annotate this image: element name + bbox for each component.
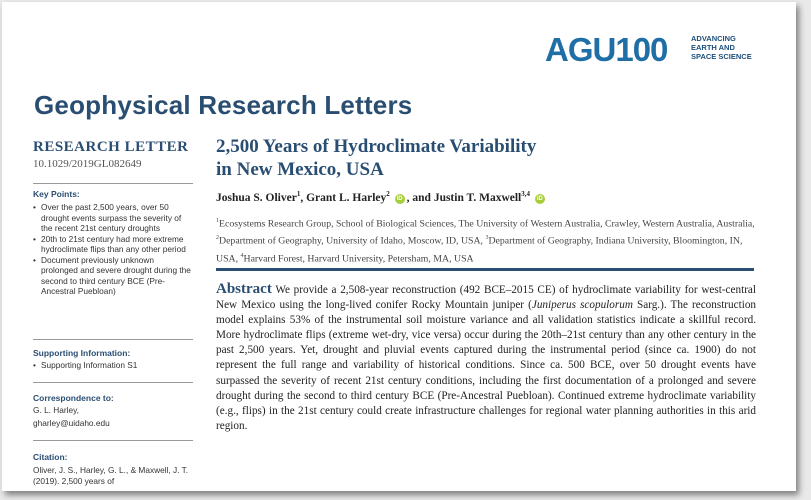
correspondence-name: G. L. Harley, bbox=[33, 405, 79, 415]
abstract-rule bbox=[216, 268, 754, 271]
citation-heading: Citation: bbox=[33, 452, 68, 462]
author-list: Joshua S. Oliver$^1$, Grant L. Harley$^2$ iD , and Justin T. Maxwell$^{3,4}$ iD bbox=[216, 190, 543, 204]
author-affil-sup: 2 bbox=[386, 190, 390, 198]
key-point: • Over the past 2,500 years, over 50 drought events surpass the severity of the recent 21st century droughts bbox=[33, 202, 193, 234]
key-point: • Document previously unknown prolonged and severe drought during the second to third century BCE (Pre-Ancestral Puebloan) bbox=[33, 255, 193, 297]
key-point: • 20th to 21st century had more extreme hydroclimate flips than any other period bbox=[33, 234, 193, 255]
correspondence-heading: Correspondence to: bbox=[33, 393, 114, 403]
orcid-icon[interactable]: iD bbox=[396, 195, 403, 202]
abstract-label: Abstract bbox=[216, 281, 272, 297]
abstract-text: We provide a 2,508-year reconstruction (492 BCE–2015 CE) of hydroclimate variability for west-central New Mexico using the long-lived conifer Rocky Mountain juniper ( bbox=[216, 284, 756, 312]
logo-tagline-line: ADVANCING bbox=[691, 34, 736, 43]
left-sidebar bbox=[33, 139, 193, 486]
doi: 10.1029/2019GL082649 bbox=[33, 158, 142, 170]
article-page bbox=[2, 2, 796, 491]
article-title bbox=[216, 135, 736, 181]
author-name: Grant L. Harley bbox=[306, 191, 387, 204]
affiliation: Harvard Forest, Harvard University, Petersham, MA, USA bbox=[243, 252, 474, 264]
article-type: RESEARCH LETTER bbox=[33, 139, 189, 155]
authors-and: and bbox=[412, 191, 431, 204]
correspondence-email[interactable]: gharley@uidaho.edu bbox=[33, 418, 110, 428]
logo-wordmark bbox=[545, 32, 667, 68]
author-name: Joshua S. Oliver bbox=[216, 191, 297, 204]
sidebar-divider bbox=[33, 339, 193, 340]
logo-agu: AGU bbox=[545, 31, 616, 68]
supporting-info-heading: Supporting Information: bbox=[33, 348, 131, 358]
supporting-info-link[interactable]: • Supporting Information S1 bbox=[33, 360, 137, 370]
author-affil-sup: 3,4 bbox=[521, 190, 530, 198]
author-affil-sup: 1 bbox=[296, 190, 301, 198]
title-line: in New Mexico, USA bbox=[216, 159, 384, 180]
affiliation: Department of Geography, Indiana University, Bloomington, IN, USA, bbox=[216, 235, 743, 264]
affil-sup: 3 bbox=[485, 235, 489, 242]
citation-text: Oliver, J. S., Harley, G. L., & Maxwell, J. T. (2019). 2,500 years of bbox=[33, 465, 189, 486]
affil-sup: 4 bbox=[240, 252, 244, 259]
logo-tagline-line: EARTH AND bbox=[691, 43, 735, 52]
key-points-heading: Key Points: bbox=[33, 189, 80, 199]
sidebar-divider bbox=[33, 440, 193, 441]
abstract-text: Sarg.). The reconstruction model explains 53% of the instrumental soil moisture variance and all validation statistics indicate a skillful record. More hydroclimate flips (extreme wet-dry, vice versa) occur during the 20th–21st century than any other century in the past 2,500 years. Yet, drought and pluvial events captured during the instrumental period (since ca. 1900) do not represent the full range and variability of historical conditions. Since ca. 500 BCE, over 50 drought events have surpassed the severity of recent 21st century conditions, including the first documentation of a prolonged and severe drought during the second to third century BCE (Pre-Ancestral Puebloan). Continued extreme hydroclimate variability (e.g., flips) in the 21st century could create infrastructure challenges for regional water planning authorities in this arid region. bbox=[216, 299, 757, 432]
orcid-icon[interactable]: iD bbox=[536, 195, 543, 202]
affiliation: Ecosystems Research Group, School of Biological Sciences, The University of Western Australia, Crawley, Western Australia, Australia, bbox=[219, 218, 755, 230]
affiliations bbox=[216, 214, 756, 266]
key-points-list bbox=[33, 202, 193, 297]
abstract bbox=[216, 282, 756, 434]
title-line: 2,500 Years of Hydroclimate Variability bbox=[216, 136, 537, 157]
logo-tagline bbox=[691, 34, 771, 61]
sidebar-divider bbox=[33, 183, 193, 184]
affiliation: Department of Geography, University of Idaho, Moscow, ID, USA, bbox=[219, 235, 486, 247]
affil-sup: 2 bbox=[216, 235, 219, 242]
logo-100: 100 bbox=[615, 31, 668, 68]
logo-tagline-line: SPACE SCIENCE bbox=[691, 52, 752, 61]
species-name: Juniperus scopulorum bbox=[531, 299, 633, 312]
sidebar-divider bbox=[33, 382, 193, 383]
author-name: Justin T. Maxwell bbox=[433, 191, 522, 204]
affil-sup: 1 bbox=[216, 218, 219, 224]
journal-name: Geophysical Research Letters bbox=[34, 90, 413, 120]
